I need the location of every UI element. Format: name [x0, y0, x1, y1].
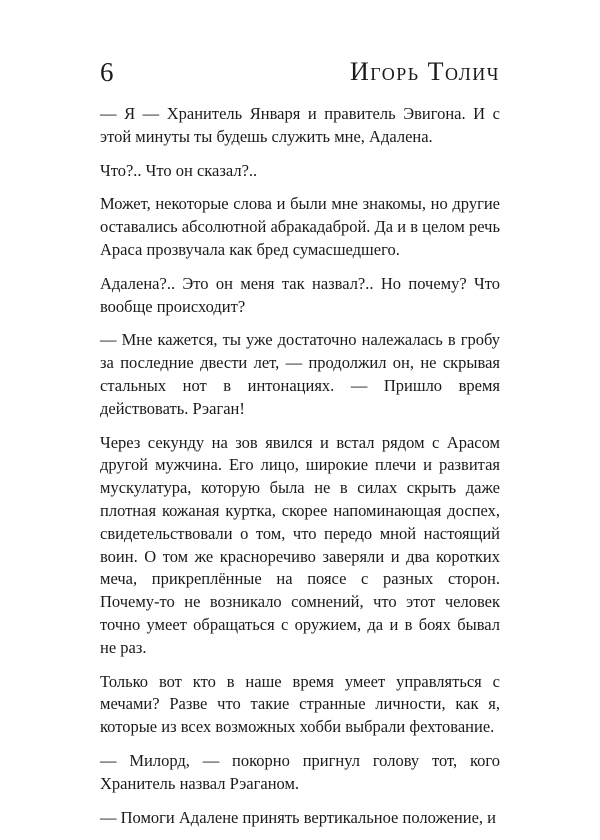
paragraph: — Мне кажется, ты уже достаточно належалась в гробу за последние двести лет, — продолжил он, не скрывая стальных нот в интонациях. — Пришло время действовать. Рэаган!: [100, 330, 500, 418]
paragraph: Адалена?.. Это он меня так назвал?.. Но почему? Что вообще происходит?: [100, 273, 500, 316]
paragraph: Через секунду на зов явился и встал рядом с Арасом другой мужчина. Его лицо, широкие плечи и развитая мускулатура, которую была не в силах скрыть даже плотная кожаная куртка, скорее напоминающая доспех, свидетельствовали о том, что передо мной настоящий воин. О том же красноречиво заверяли и два коротких меча, прикреплённые на поясе с разных сторон. Почему-то не возникало сомнений, что этот человек точно умеет обращаться с оружием, да и в боях бывал не раз.: [100, 432, 500, 657]
running-title: Игорь Толич: [350, 57, 500, 86]
paragraph: Только вот кто в наше время умеет управляться с мечами? Разве что такие странные личности, как я, которые из всех возможных хобби выбрали фехтование.: [100, 671, 500, 737]
page-header: [100, 52, 500, 92]
paragraph: Может, некоторые слова и были мне знакомы, но другие оставались абсолютной абракадаброй. Да и в целом речь Араса прозвучала как бред сумасшедшего.: [100, 194, 500, 259]
page-number: 6: [100, 57, 114, 87]
paragraph: — Милорд, — покорно пригнул голову тот, кого Хранитель назвал Рэаганом.: [100, 750, 500, 793]
paragraph: — Помоги Адалене принять вертикальное положение, и: [100, 807, 497, 827]
paragraph: — Я — Хранитель Января и правитель Эвигона. И с этой минуты ты будешь служить мне, Адалена.: [100, 104, 500, 146]
body-text: [100, 103, 500, 840]
paragraph: Что?.. Что он сказал?..: [100, 160, 258, 180]
